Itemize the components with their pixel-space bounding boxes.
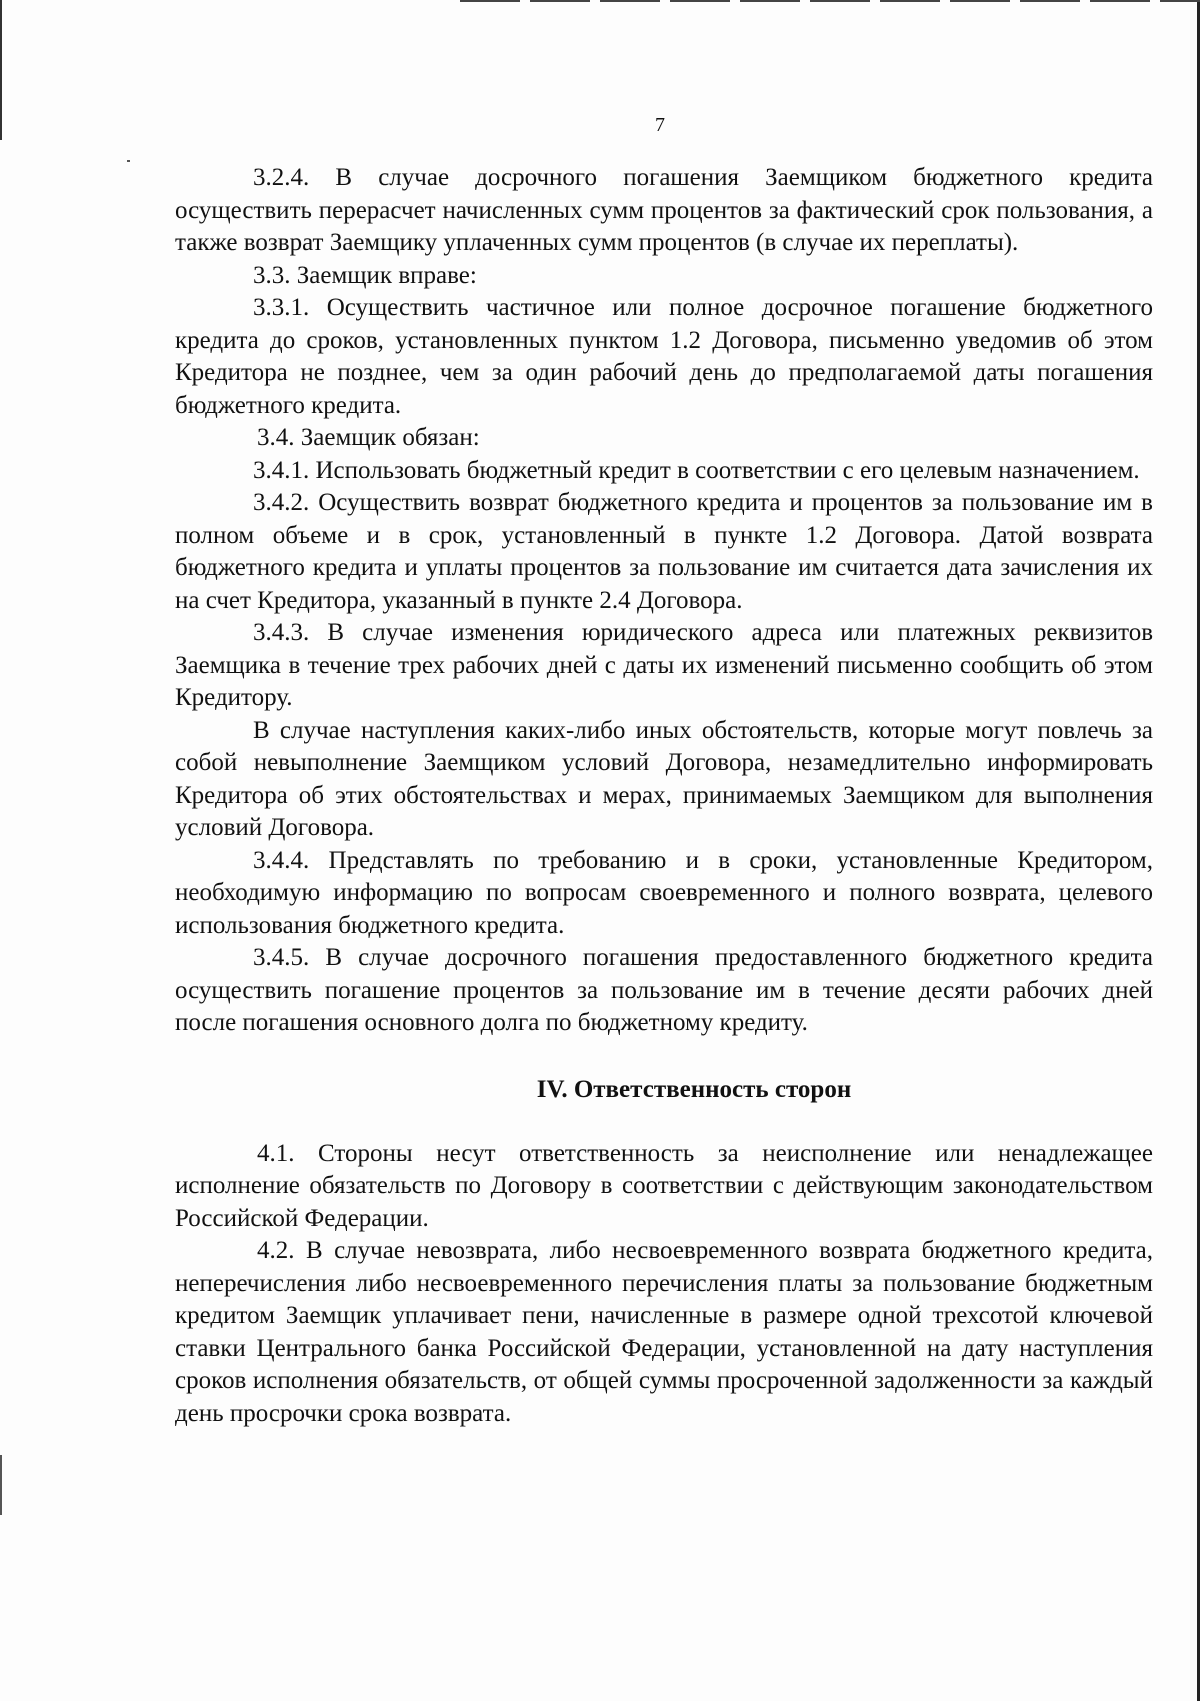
scan-edge-line bbox=[460, 0, 1200, 2]
clause-3-2-4: 3.2.4. В случае досрочного погашения Заемщиком бюджетного кредита осуществить перерасчет начисленных сумм процентов за фактический срок пользования, а также возврат Заемщику уплаченных сумм процентов (в случае их переплаты). bbox=[175, 164, 1153, 256]
document-body bbox=[175, 162, 1153, 1430]
clause-3-3: 3.3. Заемщик вправе: bbox=[253, 261, 477, 289]
scan-speck bbox=[127, 160, 130, 162]
clause-3-4-5: 3.4.5. В случае досрочного погашения предоставленного бюджетного кредита осуществить погашение процентов за пользование им в течение десяти рабочих дней после погашения основного долга по бюджетному кредиту. bbox=[175, 944, 1153, 1036]
clause-3-3-1: 3.3.1. Осуществить частичное или полное досрочное погашение бюджетного кредита до сроков, установленных пунктом 1.2 Договора, письменно уведомив об этом Кредитора не позднее, чем за один рабочий день до предполагаемой даты погашения бюджетного кредита. bbox=[175, 294, 1153, 419]
clause-3-4-2: 3.4.2. Осуществить возврат бюджетного кредита и процентов за пользование им в полном объеме и в срок, установленный в пункте 1.2 Договора. Датой возврата бюджетного кредита и уплаты процентов за пользование им считается дата зачисления их на счет Кредитора, указанный в пункте 2.4 Договора. bbox=[175, 489, 1153, 614]
clause-3-4-1: 3.4.1. Использовать бюджетный кредит в соответствии с его целевым назначением. bbox=[253, 456, 1140, 484]
clause-3-4-4: 3.4.4. Представлять по требованию и в сроки, установленные Кредитором, необходимую информацию по вопросам своевременного и полного возврата, целевого использования бюджетного кредита. bbox=[175, 846, 1153, 939]
clause-3-4-3-continued: В случае наступления каких-либо иных обстоятельств, которые могут повлечь за собой невыполнение Заемщиком условий Договора, незамедлительно информировать Кредитора об этих обстоятельствах и мерах, принимаемых Заемщиком для выполнения условий Договора. bbox=[175, 716, 1153, 841]
scan-edge-line bbox=[0, 1455, 2, 1515]
clause-4-2: 4.2. В случае невозврата, либо несвоевременного возврата бюджетного кредита, неперечисления либо несвоевременного перечисления платы за пользование бюджетным кредитом Заемщик уплачивает пени, начисленные в размере одной трехсотой ключевой ставки Центрального банка Российской Федерации, установленной на дату наступления сроков исполнения обязательств, от общей суммы просроченной задолженности за каждый день просрочки срока возврата. bbox=[175, 1237, 1153, 1427]
section-heading: IV. Ответственность сторон bbox=[536, 1075, 852, 1103]
clause-3-4: 3.4. Заемщик обязан: bbox=[257, 424, 480, 451]
clause-3-4-3: 3.4.3. В случае изменения юридического адреса или платежных реквизитов Заемщика в течение трех рабочих дней с даты их изменений письменно сообщить об этом Кредитору. bbox=[175, 619, 1153, 711]
clause-4-1: 4.1. Стороны несут ответственность за неисполнение или ненадлежащее исполнение обязательств по Договору в соответствии с действующим законодательством Российской Федерации. bbox=[175, 1139, 1153, 1232]
page-number: 7 bbox=[655, 114, 665, 136]
